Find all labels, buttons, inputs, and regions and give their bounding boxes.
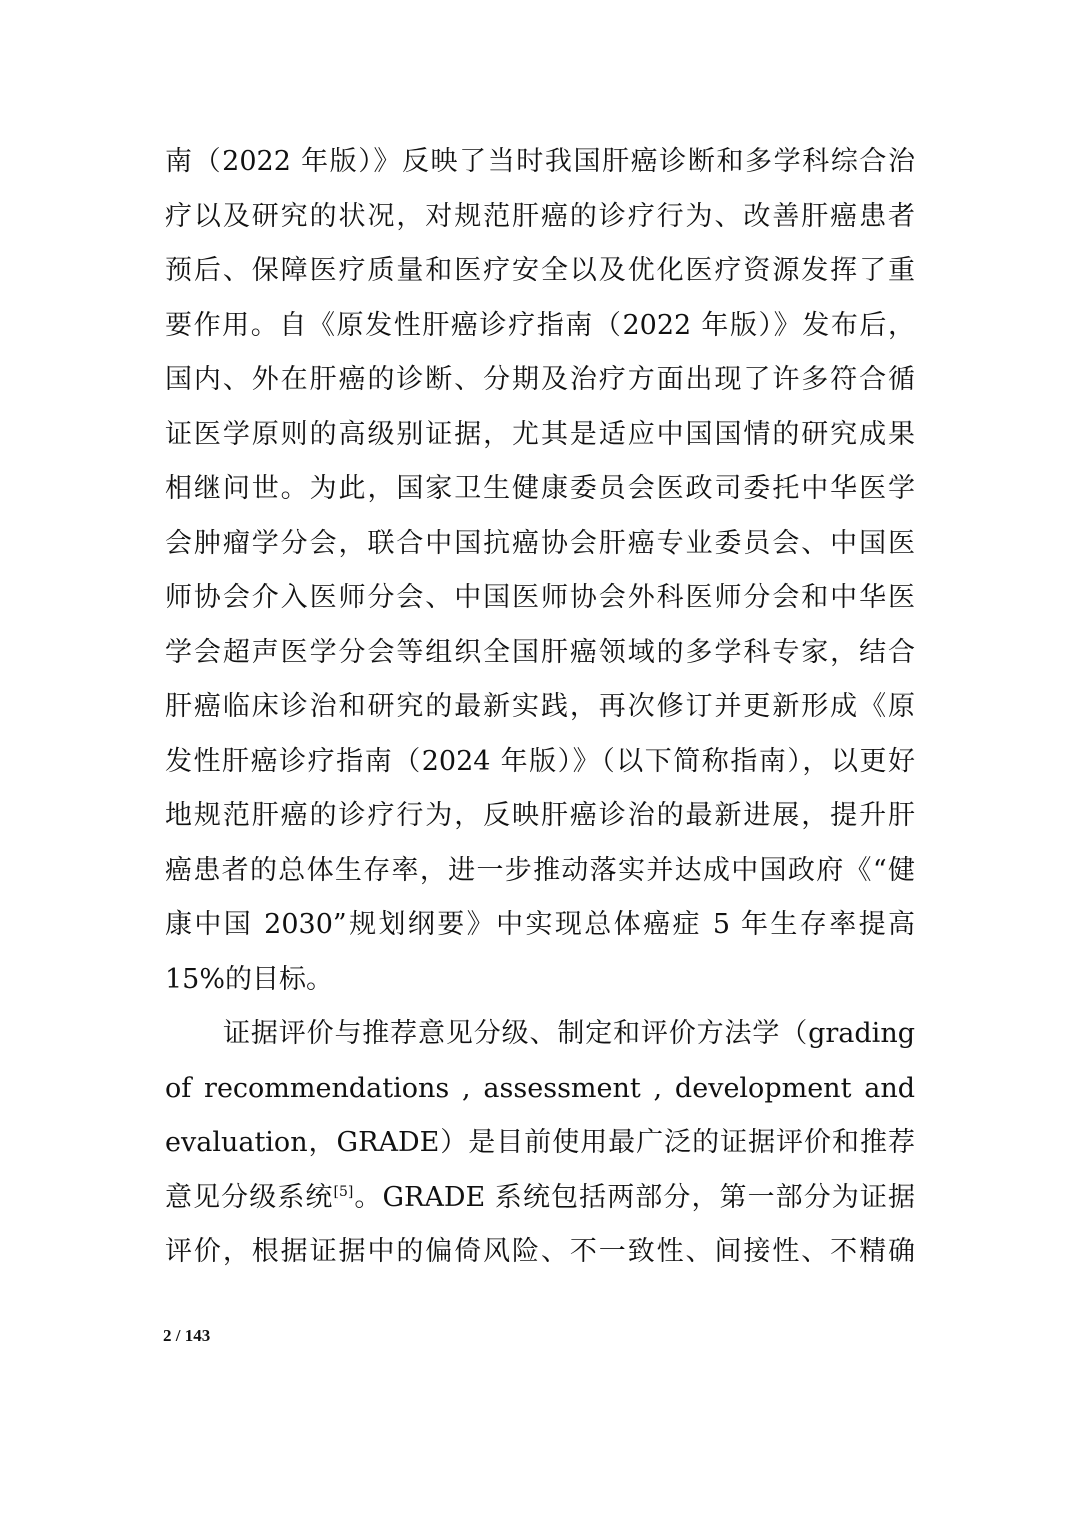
text-line: 疗以及研究的状况，对规范肝癌的诊疗行为、改善肝癌患者 <box>165 200 915 232</box>
text-line: 证医学原则的高级别证据，尤其是适应中国国情的研究成果 <box>165 418 915 450</box>
paragraph-start-line: 证据评价与推荐意见分级、制定和评价方法学（grading <box>223 1018 915 1049</box>
body-text <box>165 135 915 1280</box>
text-line: of recommendations , assessment , development and <box>165 1072 915 1104</box>
text-segment: 意见分级系统 <box>165 1181 334 1213</box>
text-line-with-citation <box>165 1171 915 1226</box>
text-line: 国内、外在肝癌的诊断、分期及治疗方面出现了许多符合循 <box>165 364 915 395</box>
text-line: 肝癌临床诊治和研究的最新实践，再次修订并更新形成《原 <box>165 691 915 722</box>
text-line: 学会超声医学分会等组织全国肝癌领域的多学科专家，结合 <box>165 636 915 668</box>
text-line: 会肿瘤学分会，联合中国抗癌协会肝癌专业委员会、中国医 <box>165 527 915 559</box>
citation-reference[interactable]: [5] <box>333 1183 354 1200</box>
text-line: 预后、保障医疗质量和医疗安全以及优化医疗资源发挥了重 <box>165 255 915 286</box>
text-line: 师协会介入医师分会、中国医师协会外科医师分会和中华医 <box>165 582 915 613</box>
page-number: 2 / 143 <box>163 1326 211 1345</box>
text-line: 要作用。自《原发性肝癌诊疗指南（2022 年版）》发布后， <box>165 309 915 341</box>
text-line: evaluation，GRADE）是目前使用最广泛的证据评价和推荐 <box>165 1127 915 1158</box>
text-line: 评价，根据证据中的偏倚风险、不一致性、间接性、不精确 <box>165 1236 915 1267</box>
text-line: 癌患者的总体生存率，进一步推动落实并达成中国政府《“健 <box>165 854 915 886</box>
text-line: 南（2022 年版）》反映了当时我国肝癌诊断和多学科综合治 <box>165 146 915 177</box>
text-segment: 。GRADE 系统包括两部分，第一部分为证据 <box>353 1181 915 1213</box>
text-line: 发性肝癌诊疗指南（2024 年版）》（以下简称指南），以更好 <box>165 745 915 777</box>
text-line: 15%的目标。 <box>165 963 334 995</box>
text-line: 康中国 2030”规划纲要》中实现总体癌症 5 年生存率提高 <box>165 909 915 940</box>
text-line: 相继问世。为此，国家卫生健康委员会医政司委托中华医学 <box>165 473 915 504</box>
text-line: 地规范肝癌的诊疗行为，反映肝癌诊治的最新进展，提升肝 <box>165 800 915 831</box>
